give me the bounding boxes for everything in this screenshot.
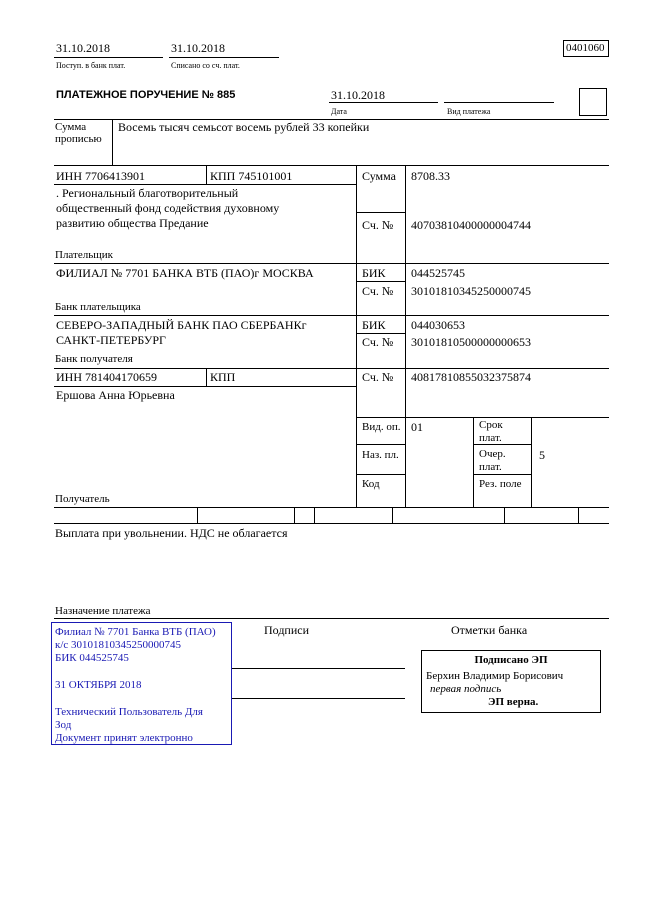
op-line-1 [356, 444, 405, 445]
payee-bank-bik: 044030653 [411, 318, 465, 332]
op-vertical-2 [531, 417, 532, 508]
srok-label-2: плат. [479, 432, 502, 444]
payer-name-3: развитию общества Предание [56, 216, 209, 230]
amount-words-divider [112, 119, 113, 165]
op-line-1b [473, 444, 531, 445]
stamp-user-1: Технический Пользователь Для [55, 706, 203, 718]
rez-pole-label: Рез. поле [479, 478, 522, 490]
debited-date-line [169, 57, 279, 58]
payer-inn: ИНН 7706413901 [56, 169, 145, 183]
amount-words-label-1: Сумма [55, 121, 87, 133]
stamp-date: 31 ОКТЯБРЯ 2018 [55, 679, 142, 691]
payee-bank-label: Банк получателя [55, 353, 133, 365]
tax-cell-div-4 [392, 507, 393, 523]
inn-kpp-divider [206, 165, 207, 184]
bik-line-2 [356, 333, 405, 334]
order-date-label: Дата [331, 107, 347, 116]
tax-cells-bottom-line [54, 523, 609, 524]
payee-bottom-line [54, 507, 609, 508]
payee-bank-account-label: Сч. № [362, 335, 394, 349]
debited-date: 31.10.2018 [171, 41, 225, 55]
payee-inn-kpp-divider [206, 368, 207, 386]
order-title: ПЛАТЕЖНОЕ ПОРУЧЕНИЕ № 885 [56, 89, 236, 101]
payer-name-2: общественный фонд содействия духовному [56, 201, 280, 215]
payer-bottom-line [54, 263, 609, 264]
op-line-2 [356, 474, 405, 475]
payment-type-line [444, 102, 554, 103]
naz-pl-label: Наз. пл. [362, 449, 399, 461]
form-code-box [563, 40, 609, 57]
stamp-accepted: Документ принят электронно [55, 732, 193, 744]
form-code: 0401060 [566, 42, 605, 54]
tax-cell-div-6 [578, 507, 579, 523]
payee-bank-name-1: СЕВЕРО-ЗАПАДНЫЙ БАНК ПАО СБЕРБАНКг [56, 318, 307, 332]
received-date: 31.10.2018 [56, 41, 110, 55]
ocher-value: 5 [539, 448, 545, 462]
payer-account: 40703810400000004744 [411, 218, 531, 232]
sum-label: Сумма [362, 169, 396, 183]
op-top-line [356, 417, 609, 418]
signature-line-2 [232, 698, 405, 699]
main-vertical-left [356, 165, 357, 508]
ep-title: Подписано ЭП [474, 654, 548, 666]
received-date-label: Поступ. в банк плат. [56, 61, 126, 70]
payee-bank-account: 30101810500000000653 [411, 335, 531, 349]
ocher-label-1: Очер. [479, 448, 506, 460]
ep-role: первая подпись [430, 683, 502, 695]
kod-label: Код [362, 478, 380, 490]
payee-inn-line [54, 386, 356, 387]
vid-op-label: Вид. оп. [362, 421, 401, 433]
purpose-bottom-line [54, 618, 609, 619]
amount-words-label-2: прописью [55, 133, 102, 145]
payer-bank-bik: 044525745 [411, 266, 465, 280]
tax-cell-div-5 [504, 507, 505, 523]
payee-account-label: Сч. № [362, 370, 394, 384]
payee-bank-name-2: САНКТ-ПЕТЕРБУРГ [56, 333, 166, 347]
ep-signature-box [421, 650, 601, 713]
order-date-line [329, 102, 438, 103]
payee-label: Получатель [55, 493, 110, 505]
tax-cell-div-2 [294, 507, 295, 523]
ep-verified: ЭП верна. [488, 696, 539, 708]
payer-kpp: КПП 745101001 [210, 169, 293, 183]
purpose-text: Выплата при увольнении. НДС не облагается [55, 526, 288, 540]
vid-op-value: 01 [411, 420, 423, 434]
amount-words-bottom-line [54, 165, 609, 166]
debited-date-label: Списано со сч. плат. [171, 61, 240, 70]
payer-bank-bottom-line [54, 315, 609, 316]
payer-account-label: Сч. № [362, 218, 394, 232]
sum-value: 8708.33 [411, 169, 450, 183]
order-date: 31.10.2018 [331, 88, 385, 102]
tax-cell-div-1 [197, 507, 198, 523]
payer-name-1: . Региональный благотворительный [56, 186, 239, 200]
sum-bottom-line [356, 212, 405, 213]
amount-words-text: Восемь тысяч семьсот восемь рублей 33 копейки [118, 120, 370, 134]
srok-label-1: Срок [479, 419, 503, 431]
payer-bank-label: Банк плательщика [55, 301, 141, 313]
payee-bank-bik-label: БИК [362, 318, 386, 332]
tax-cell-div-3 [314, 507, 315, 523]
payer-bank-account-label: Сч. № [362, 284, 394, 298]
op-line-2b [473, 474, 531, 475]
payee-name: Ершова Анна Юрьевна [56, 388, 175, 402]
received-date-line [54, 57, 163, 58]
payer-bank-name: ФИЛИАЛ № 7701 БАНКА ВТБ (ПАО)г МОСКВА [56, 266, 314, 280]
payee-bank-bottom-line [54, 368, 609, 369]
ocher-label-2: плат. [479, 461, 502, 473]
main-vertical-right [405, 165, 406, 508]
signatures-label: Подписи [264, 623, 310, 637]
status-box [579, 88, 607, 116]
stamp-bank-name: Филиал № 7701 Банка ВТБ (ПАО) [55, 626, 216, 638]
stamp-bik: БИК 044525745 [55, 652, 129, 664]
payee-kpp: КПП [210, 370, 236, 384]
payer-inn-line [54, 184, 356, 185]
bank-stamp [51, 622, 232, 745]
stamp-user-2: Зод [55, 719, 72, 731]
payment-type-label: Вид платежа [447, 107, 491, 116]
op-vertical-1 [473, 417, 474, 508]
bik-line-1 [356, 281, 405, 282]
signature-line-1 [232, 668, 405, 669]
bank-marks-label: Отметки банка [451, 623, 528, 637]
payee-inn: ИНН 781404170659 [56, 370, 157, 384]
stamp-corr-account: к/с 30101810345250000745 [55, 639, 182, 651]
payer-bank-account: 30101810345250000745 [411, 284, 531, 298]
payer-label: Плательщик [55, 249, 113, 261]
ep-signer: Берхин Владимир Борисович [426, 670, 564, 682]
purpose-label: Назначение платежа [55, 605, 151, 617]
payer-bank-bik-label: БИК [362, 266, 386, 280]
payee-account: 40817810855032375874 [411, 370, 531, 384]
